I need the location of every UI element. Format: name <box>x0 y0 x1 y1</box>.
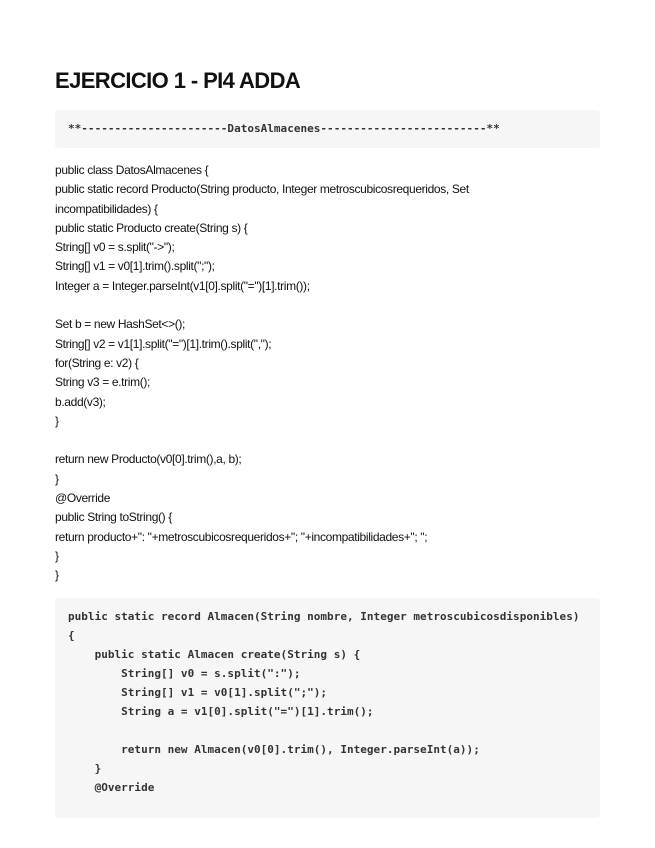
code-line: String a = v1[0].split("=")[1].trim(); <box>68 705 374 718</box>
code-line: } <box>68 762 102 775</box>
code-line: return new Almacen(v0[0].trim(), Integer.parseInt(a)); <box>68 743 480 756</box>
code-line: { <box>68 629 75 642</box>
prose-line: } <box>55 548 59 563</box>
prose-line: Integer a = Integer.parseInt(v1[0].split("=")[1].trim()); <box>55 278 310 293</box>
prose-line <box>55 296 469 315</box>
prose-line: } <box>55 413 59 428</box>
code-line: @Override <box>68 781 155 794</box>
prose-line: String v3 = e.trim(); <box>55 375 151 390</box>
code-line: String[] v1 = v0[1].split(";"); <box>68 686 328 699</box>
code-line: public static record Almacen(String nombre, Integer metroscubicosdisponibles) <box>68 610 580 623</box>
code-lines <box>68 607 579 797</box>
prose-line: String[] v0 = s.split("->"); <box>55 240 175 255</box>
code-line: public static Almacen create(String s) { <box>68 648 361 661</box>
prose-line: for(String e: v2) { <box>55 355 139 370</box>
prose-line: incompatibilidades) { <box>55 201 158 216</box>
prose-line: String[] v1 = v0[1].trim().split(";"); <box>55 259 215 274</box>
prose-line: @Override <box>55 491 111 506</box>
code-block-header <box>55 110 600 148</box>
code-block-almacen <box>55 598 600 818</box>
prose-line: Set b = new HashSet<>(); <box>55 317 186 332</box>
prose-line: public class DatosAlmacenes { <box>55 163 209 177</box>
prose-line: return new Producto(v0[0].trim(),a, b); <box>55 452 242 467</box>
prose-code-text <box>55 161 469 586</box>
header-comment: **----------------------DatosAlmacenes-------------------------** <box>68 122 500 135</box>
prose-line: public static Producto create(String s) { <box>55 220 248 235</box>
code-line <box>68 721 579 740</box>
prose-line: } <box>55 471 59 486</box>
prose-line: public static record Producto(String producto, Integer metroscubicosrequeridos, Set <box>55 182 469 197</box>
prose-line: return producto+": "+metroscubicosrequeridos+"; "+incompatibilidades+"; "; <box>55 529 428 544</box>
page-title: EJERCICIO 1 - PI4 ADDA <box>55 68 301 93</box>
code-line: String[] v0 = s.split(":"); <box>68 667 301 680</box>
prose-line: public String toString() { <box>55 510 172 525</box>
prose-line: } <box>55 568 59 583</box>
prose-line <box>55 431 469 450</box>
prose-line: b.add(v3); <box>55 394 106 409</box>
prose-line: String[] v2 = v1[1].split("=")[1].trim().split(","); <box>55 336 272 351</box>
